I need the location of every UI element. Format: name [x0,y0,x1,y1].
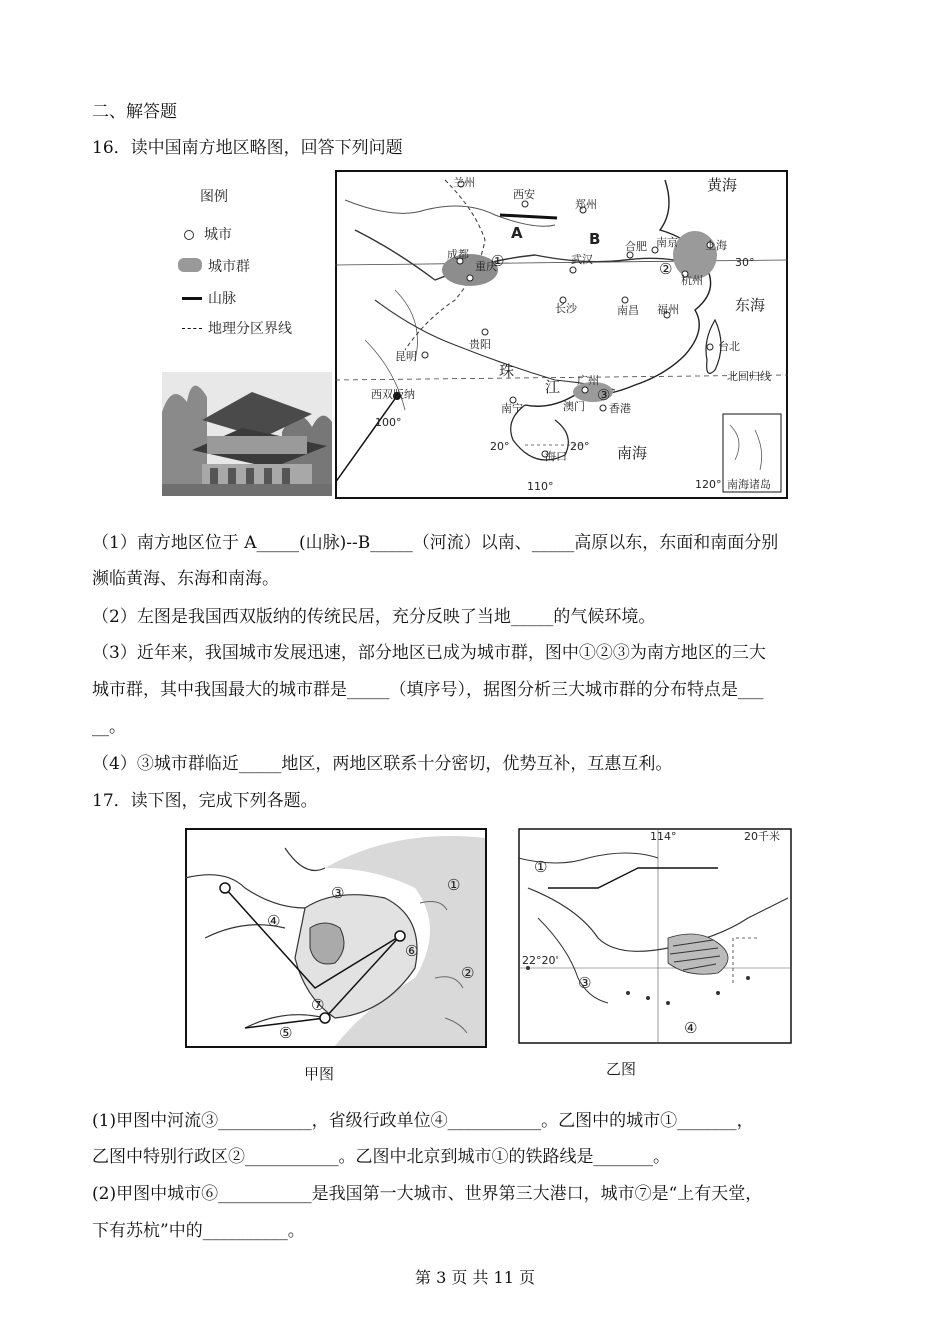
map-label-zhengzhou: 郑州 [575,198,597,211]
city-group-symbol-icon [178,258,202,272]
mountain-symbol-icon [182,297,202,300]
map-label-huanghai: 黄海 [707,176,738,194]
map-label-wuhan: 武汉 [571,253,593,266]
legend-mountain: 山脉 [208,291,236,307]
map-label-lon110: 110° [527,480,554,493]
jia-label-7: ⑦ [311,996,325,1014]
map-label-haikou: 海口 [545,450,567,463]
map-label-lon100: 100° [375,416,402,429]
map-label-citygroup-2: ② [659,260,673,278]
yi-label-scale: 20千米 [744,830,780,843]
city-symbol-icon [184,230,194,240]
map-label-lat20b: 20° [570,440,590,453]
q16-line-3: （2）左图是我国西双版纳的传统民居，充分反映了当地_____的气候环境。 [92,607,656,627]
map-label-chengdu: 成都 [447,248,469,261]
boundary-symbol-icon [182,328,202,329]
jia-label-6: ⑥ [405,942,419,960]
map-jia-caption: 甲图 [304,1065,335,1083]
map-label-changsha: 长沙 [555,302,577,315]
jia-label-2: ② [461,964,475,982]
map-label-lat20a: 20° [490,440,510,453]
map-label-taibei: 台北 [718,340,740,353]
legend-title: 图例 [200,189,228,205]
map-label-guangzhou: 广州 [577,374,599,387]
q16-line-5: 城市群，其中我国最大的城市群是_____（填序号），据图分析三大城市群的分布特点是___ [92,680,764,700]
map-label-lanzhou: 兰州 [453,176,475,189]
map-label-tropic: 北回归线 [727,370,771,383]
map-label-zhu: 珠 [499,362,515,380]
map-label-citygroup-3: ③ [597,386,611,404]
map-label-jiang: 江 [545,378,561,396]
map-legend [170,186,330,346]
map-label-nanchang: 南昌 [617,304,639,317]
map-label-hefei: 合肥 [625,240,647,253]
xishuangbanna-house-photo [162,372,332,496]
map-label-chongqing: 重庆 [475,260,497,273]
yi-label-lat: 22°20' [522,954,559,967]
map-label-fuzhou: 福州 [657,303,679,316]
map-label-inset: 南海诸岛 [727,478,771,491]
south-china-map [335,170,788,499]
map-label-nanjing: 南京 [656,236,678,249]
jia-label-4: ④ [267,912,281,930]
q16-line-4: （3）近年来，我国城市发展迅速，部分地区已成为城市群，图中①②③为南方地区的三大 [92,643,766,663]
map-label-hangzhou: 杭州 [681,274,703,287]
page-footer: 第 3 页 共 11 页 [415,1268,535,1287]
map-label-kunming: 昆明 [395,350,417,363]
map-label-citygroup-1: ① [491,252,505,270]
map-label-guiyang: 贵阳 [469,338,491,351]
jia-label-3: ③ [331,884,345,902]
map-jia [185,828,487,1048]
q17-line-2: 乙图中特别行政区②___________。乙图中北京到城市①的铁路线是_______。 [92,1147,670,1167]
map-label-lon120: 120° [695,478,722,491]
q16-line-7: （4）③城市群临近_____地区，两地区联系十分密切，优势互补，互惠互利。 [92,754,673,774]
legend-city: 城市 [204,227,232,243]
yi-label-1: ① [534,858,548,876]
map-label-xishuangbanna: 西双版纳 [371,388,415,401]
map-label-donghai: 东海 [735,296,766,314]
map-label-aomen: 澳门 [563,400,585,413]
legend-city-group: 城市群 [208,259,250,275]
q16-title: 16．读中国南方地区略图，回答下列问题 [92,138,403,158]
map-label-a: A [511,224,523,242]
q17-line-1: (1)甲图中河流③___________，省级行政单位④___________。乙图中的城市①_______， [92,1111,754,1131]
map-label-nanning: 南宁 [501,402,523,415]
map-label-xianggang: 香港 [609,402,631,415]
q17-line-3: (2)甲图中城市⑥___________是我国第一大城市、世界第三大港口，城市⑦是“上有天堂， [92,1184,763,1204]
jia-label-1: ① [447,876,461,894]
map-label-xian: 西安 [513,188,535,201]
q16-line-1: （1）南方地区位于 A_____(山脉)--B_____（河流）以南、_____高原以东，东面和南面分别 [92,533,779,553]
map-label-shanghai: 上海 [705,239,727,252]
map-label-lat30: 30° [735,256,755,269]
yi-label-3: ③ [578,974,592,992]
map-yi [518,828,792,1044]
section-title: 二、解答题 [92,102,177,122]
map-yi-caption: 乙图 [606,1060,637,1078]
map-label-b: B [589,230,601,248]
map-label-nanhai: 南海 [617,444,648,462]
jia-label-5: ⑤ [279,1024,293,1042]
yi-label-lon: 114° [650,830,677,843]
legend-boundary: 地理分区界线 [208,321,292,337]
q17-title: 17．读下图，完成下列各题。 [92,791,318,811]
yi-label-4: ④ [684,1019,698,1037]
q17-line-4: 下有苏杭”中的__________。 [92,1221,305,1241]
q16-line-2: 濒临黄海、东海和南海。 [92,569,279,589]
q16-line-6: __。 [92,717,126,737]
